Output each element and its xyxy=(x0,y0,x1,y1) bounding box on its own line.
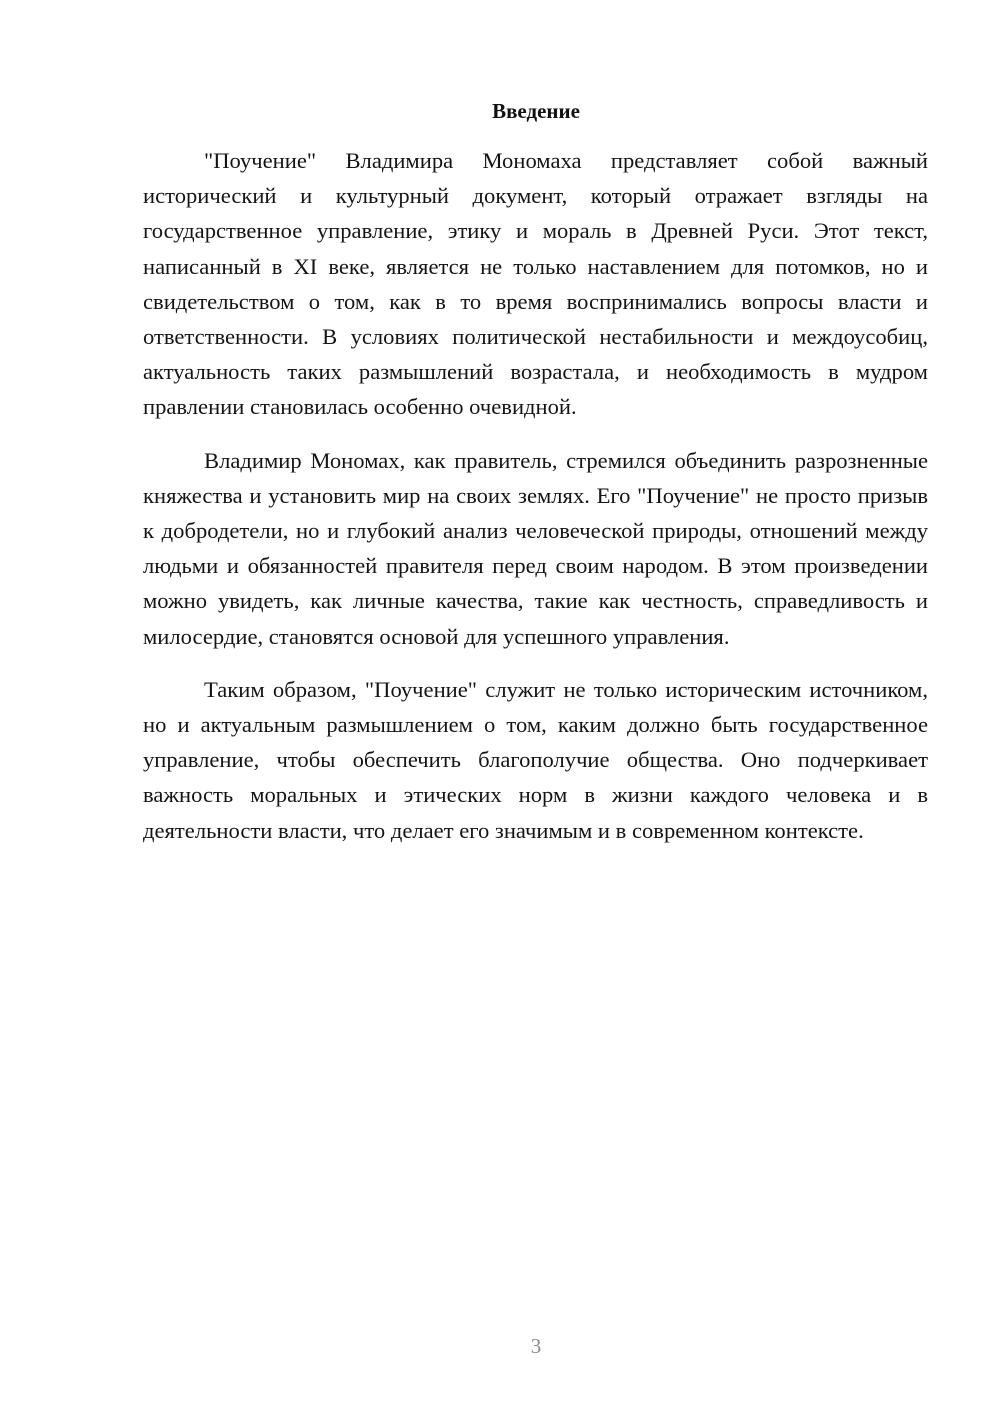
page-number: 3 xyxy=(530,1334,542,1358)
page-title: Введение xyxy=(492,99,580,123)
body-text xyxy=(143,143,928,866)
paragraph-2: Владимир Мономах, как правитель, стремился объединить разрозненные княжества и установить мир на своих землях. Его "Поучение" не просто призыв к добродетели, но и глубокий анализ человеческой природы, отношений между людьми и обязанностей правителя перед своим народом. В этом произведении можно увидеть, как личные качества, такие как честность, справедливость и милосердие, становятся основой для успешного управления. xyxy=(143,447,928,649)
paragraph-1: "Поучение" Владимира Мономаха представляет собой важный исторический и культурный документ, который отражает взгляды на государственное управление, этику и мораль в Древней Руси. Этот текст, написанный в XI веке, является не только наставлением для потомков, но и свидетельством о том, как в то время воспринимались вопросы власти и ответственности. В условиях политической нестабильности и междоусобиц, актуальность таких размышлений возрастала, и необходимость в мудром правлении становилась особенно очевидной. xyxy=(143,148,928,420)
paragraph-3: Таким образом, "Поучение" служит не только историческим источником, но и актуальным размышлением о том, каким должно быть государственное управление, чтобы обеспечить благополучие общества. Оно подчеркивает важность моральных и этических норм в жизни каждого человека и в деятельности власти, что делает его значимым и в современном контексте. xyxy=(143,676,928,843)
